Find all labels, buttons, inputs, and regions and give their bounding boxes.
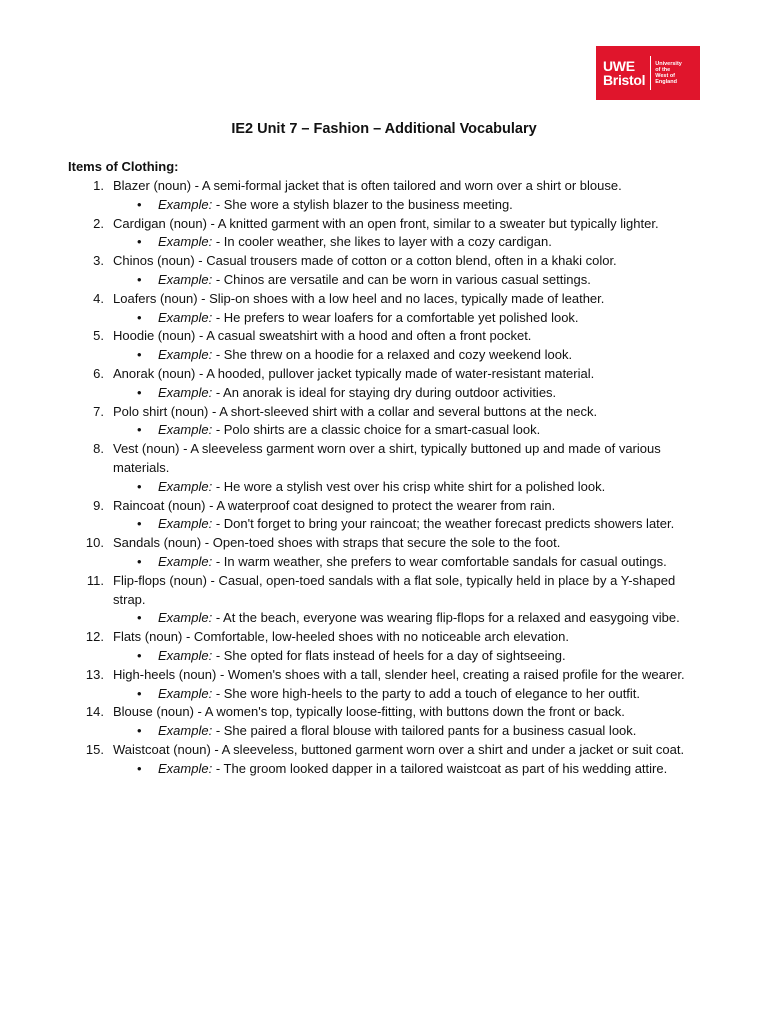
- bullet-icon: •: [137, 723, 142, 739]
- definition-text: High-heels (noun) - Women's shoes with a tall, slender heel, creating a raised profile for the wearer.: [113, 666, 685, 682]
- logo-subtitle: [655, 61, 682, 85]
- bullet-icon: •: [137, 196, 142, 212]
- example-text: - The groom looked dapper in a tailored waistcoat as part of his wedding attire.: [212, 760, 668, 776]
- example-label: Example:: [158, 196, 213, 212]
- example-line: [68, 609, 708, 628]
- item-number: 11.: [86, 572, 104, 588]
- item-number: 1.: [93, 178, 104, 193]
- definition-text: Blouse (noun) - A women's top, typically loose-fitting, with buttons down the front or back.: [113, 704, 625, 720]
- logo-word-bristol: Bristol: [603, 72, 646, 88]
- item-number: 2.: [93, 215, 104, 231]
- section-heading: Items of Clothing:: [68, 159, 179, 174]
- example-text: - In warm weather, she prefers to wear comfortable sandals for casual outings.: [212, 553, 667, 569]
- vocab-definition: [68, 327, 708, 346]
- example-text: - She paired a floral blouse with tailored pants for a business casual look.: [212, 723, 637, 739]
- example-line: [68, 515, 708, 534]
- vocab-item: [68, 703, 708, 741]
- vocab-item: [68, 741, 708, 779]
- bullet-icon: •: [137, 516, 142, 532]
- example-text: - He wore a stylish vest over his crisp white shirt for a polished look.: [212, 478, 606, 494]
- vocab-item: [68, 177, 708, 215]
- example-label: Example:: [158, 760, 213, 776]
- vocab-definition: [68, 177, 708, 196]
- logo-word-uwe: UWE: [603, 58, 635, 74]
- vocab-item: [68, 252, 708, 290]
- vocab-definition: [68, 666, 708, 685]
- example-line: [68, 384, 708, 403]
- logo-sub-line: England: [655, 79, 677, 85]
- vocab-definition: [68, 440, 708, 478]
- logo-sub-line: University: [655, 61, 682, 67]
- example-text: - Polo shirts are a classic choice for a smart-casual look.: [212, 422, 541, 438]
- definition-text: Polo shirt (noun) - A short-sleeved shirt with a collar and several buttons at the neck.: [113, 403, 598, 419]
- example-text: - She threw on a hoodie for a relaxed and cozy weekend look.: [212, 347, 573, 363]
- example-label: Example:: [158, 516, 213, 532]
- uwe-bristol-logo: [596, 46, 700, 100]
- example-line: [68, 722, 708, 741]
- bullet-icon: •: [137, 234, 142, 250]
- item-number: 9.: [93, 497, 104, 513]
- vocab-definition: [68, 215, 708, 234]
- example-label: Example:: [158, 347, 213, 363]
- item-number: 10.: [85, 535, 104, 551]
- vocab-definition: [68, 534, 708, 553]
- example-text: - At the beach, everyone was wearing flip-flops for a relaxed and easygoing vibe.: [212, 610, 680, 626]
- example-label: Example:: [158, 271, 213, 287]
- vocab-item: [68, 440, 708, 496]
- bullet-icon: •: [137, 760, 142, 776]
- definition-text: Flip-flops (noun) - Casual, open-toed sandals with a flat sole, typically held in place by a Y-shaped strap.: [113, 572, 676, 607]
- logo-divider: [650, 56, 651, 90]
- example-line: [68, 685, 708, 704]
- example-line: [68, 233, 708, 252]
- item-number: 8.: [93, 441, 104, 457]
- example-line: [68, 346, 708, 365]
- item-number: 3.: [93, 253, 104, 269]
- definition-text: Anorak (noun) - A hooded, pullover jacket typically made of water-resistant material.: [113, 365, 595, 381]
- item-number: 6.: [93, 365, 104, 381]
- example-line: [68, 309, 708, 328]
- definition-text: Hoodie (noun) - A casual sweatshirt with a hood and often a front pocket.: [113, 328, 532, 344]
- example-text: - He prefers to wear loafers for a comfortable yet polished look.: [212, 309, 579, 325]
- example-line: [68, 271, 708, 290]
- bullet-icon: •: [137, 422, 142, 438]
- vocab-item: [68, 290, 708, 328]
- example-label: Example:: [158, 723, 213, 739]
- definition-text: Waistcoat (noun) - A sleeveless, buttoned garment worn over a shirt and under a jacket or suit coat.: [113, 741, 685, 757]
- definition-text: Vest (noun) - A sleeveless garment worn over a shirt, typically buttoned up and made of various materials.: [113, 441, 661, 475]
- bullet-icon: •: [137, 309, 142, 325]
- example-label: Example:: [158, 384, 213, 400]
- vocab-definition: [68, 252, 708, 271]
- example-line: [68, 647, 708, 666]
- vocab-definition: [68, 403, 708, 422]
- logo-sub-line: of the: [655, 67, 671, 73]
- bullet-icon: •: [137, 647, 142, 663]
- vocab-item: [68, 497, 708, 535]
- vocab-item: [68, 365, 708, 403]
- example-line: [68, 196, 708, 215]
- example-label: Example:: [158, 610, 213, 626]
- logo-wordmark: [603, 59, 645, 87]
- vocab-item: [68, 628, 708, 666]
- item-number: 5.: [93, 328, 104, 344]
- bullet-icon: •: [137, 685, 142, 701]
- vocab-definition: [68, 741, 708, 760]
- example-text: - Don't forget to bring your raincoat; the weather forecast predicts showers later.: [212, 516, 675, 532]
- vocab-definition: [68, 703, 708, 722]
- example-label: Example:: [158, 234, 213, 250]
- definition-text: Blazer (noun) - A semi-formal jacket that is often tailored and worn over a shirt or blouse.: [113, 178, 622, 193]
- example-text: - In cooler weather, she likes to layer with a cozy cardigan.: [212, 234, 552, 250]
- vocab-item: [68, 572, 708, 628]
- vocab-item: [68, 327, 708, 365]
- example-text: - An anorak is ideal for staying dry during outdoor activities.: [212, 384, 557, 400]
- definition-text: Loafers (noun) - Slip-on shoes with a low heel and no laces, typically made of leather.: [113, 290, 605, 306]
- item-number: 14.: [85, 704, 104, 720]
- item-number: 13.: [85, 666, 104, 682]
- definition-text: Cardigan (noun) - A knitted garment with an open front, similar to a sweater but typically lighter.: [113, 215, 659, 231]
- document-title: IE2 Unit 7 – Fashion – Additional Vocabulary: [231, 121, 537, 137]
- vocab-definition: [68, 365, 708, 384]
- definition-text: Sandals (noun) - Open-toed shoes with straps that secure the sole to the foot.: [113, 535, 561, 551]
- vocabulary-list: [68, 177, 708, 779]
- example-label: Example:: [158, 685, 213, 701]
- example-label: Example:: [158, 478, 213, 494]
- vocab-item: [68, 403, 708, 441]
- item-number: 7.: [93, 403, 104, 419]
- example-line: [68, 478, 708, 497]
- example-label: Example:: [158, 422, 213, 438]
- example-text: - She wore a stylish blazer to the business meeting.: [212, 196, 513, 212]
- bullet-icon: •: [137, 384, 142, 400]
- item-number: 15.: [85, 741, 104, 757]
- vocab-item: [68, 215, 708, 253]
- vocab-item: [68, 534, 708, 572]
- example-line: [68, 421, 708, 440]
- example-text: - She wore high-heels to the party to add a touch of elegance to her outfit.: [212, 685, 641, 701]
- logo-sub-line: West of: [655, 73, 676, 79]
- vocab-item: [68, 666, 708, 704]
- example-text: - Chinos are versatile and can be worn in various casual settings.: [212, 271, 591, 287]
- example-line: [68, 553, 708, 572]
- example-line: [68, 760, 708, 779]
- example-label: Example:: [158, 309, 213, 325]
- item-number: 4.: [93, 290, 104, 306]
- vocab-definition: [68, 572, 708, 610]
- example-label: Example:: [158, 647, 213, 663]
- definition-text: Chinos (noun) - Casual trousers made of cotton or a cotton blend, often in a khaki color.: [113, 253, 617, 269]
- bullet-icon: •: [137, 347, 142, 363]
- example-text: - She opted for flats instead of heels for a day of sightseeing.: [212, 647, 566, 663]
- bullet-icon: •: [137, 610, 142, 626]
- vocab-definition: [68, 290, 708, 309]
- example-label: Example:: [158, 553, 213, 569]
- definition-text: Flats (noun) - Comfortable, low-heeled shoes with no noticeable arch elevation.: [113, 629, 569, 645]
- bullet-icon: •: [137, 478, 142, 494]
- bullet-icon: •: [137, 553, 142, 569]
- definition-text: Raincoat (noun) - A waterproof coat designed to protect the wearer from rain.: [113, 497, 556, 513]
- vocab-definition: [68, 497, 708, 516]
- item-number: 12.: [85, 629, 104, 645]
- bullet-icon: •: [137, 271, 142, 287]
- vocab-definition: [68, 628, 708, 647]
